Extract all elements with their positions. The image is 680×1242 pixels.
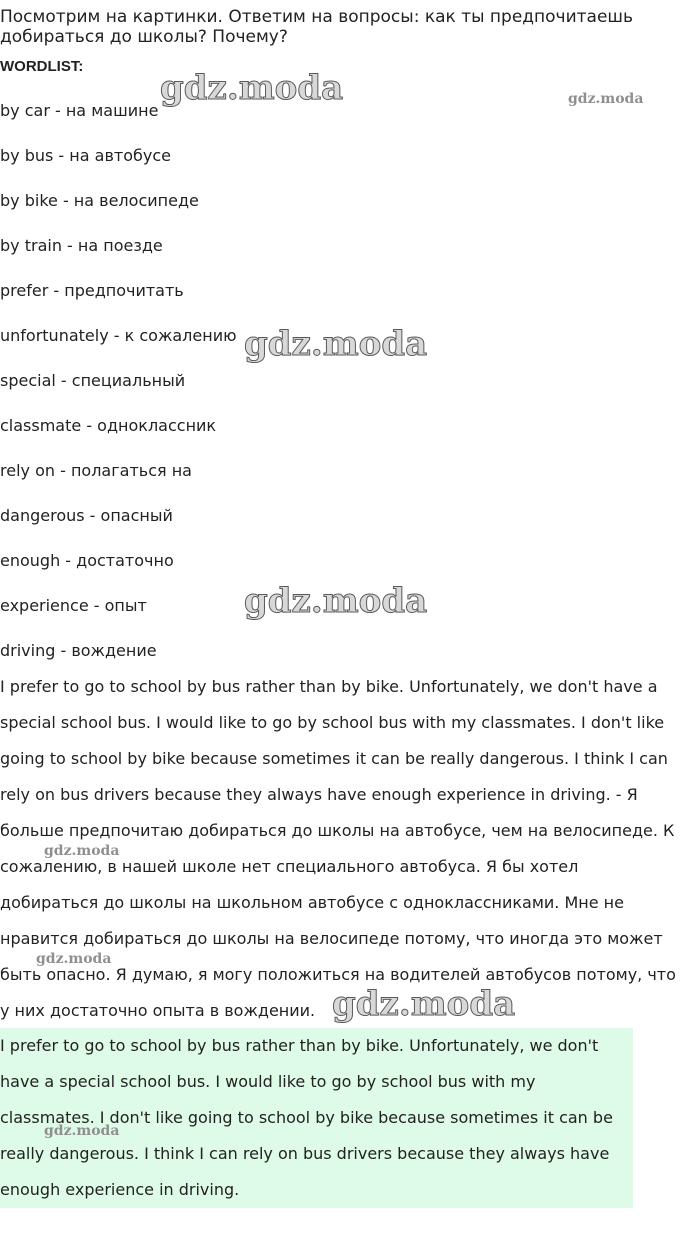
watermark-logo: gdz.moda bbox=[36, 951, 112, 967]
watermark-logo: gdz.moda bbox=[44, 1123, 120, 1139]
watermark-logo: gdz.moda bbox=[568, 91, 644, 107]
intro-text: Посмотрим на картинки. Ответим на вопросы: как ты предпочитаешь bbox=[0, 7, 634, 27]
watermark-logo: gdz.moda bbox=[160, 68, 344, 108]
highlighted-answer-text: I prefer to go to school by bus rather than by bike. Unfortunately, we don't have a special school bus. I would like to go by school bus with my classmates. I don't like going to school by bike because sometimes it can be really dangerous. I think I can rely on bus drivers because they always have enough experience in driving. bbox=[0, 1036, 613, 1199]
watermark-logo: gdz.moda bbox=[332, 984, 516, 1024]
wordlist-item: by bike - на велосипеде bbox=[0, 191, 199, 210]
wordlist-heading: WORDLIST: bbox=[0, 58, 84, 75]
wordlist-item: driving - вождение bbox=[0, 641, 157, 660]
wordlist-item: by train - на поезде bbox=[0, 236, 163, 255]
wordlist-item: enough - достаточно bbox=[0, 551, 174, 570]
wordlist-item: experience - опыт bbox=[0, 596, 147, 615]
wordlist-item: prefer - предпочитать bbox=[0, 281, 184, 300]
intro-text-clipped bbox=[0, 27, 300, 50]
watermark-logo: gdz.moda bbox=[244, 581, 428, 621]
intro-text-line2: добираться до школы? Почему? bbox=[0, 27, 288, 47]
wordlist-item: classmate - одноклассник bbox=[0, 416, 217, 435]
watermark-logo: gdz.moda bbox=[244, 324, 428, 364]
wordlist-item: rely on - полагаться на bbox=[0, 461, 192, 480]
wordlist-item: special - специальный bbox=[0, 371, 186, 390]
wordlist-item: by car - на машине bbox=[0, 101, 159, 120]
watermark-logo: gdz.moda bbox=[44, 843, 120, 859]
highlighted-answer-box bbox=[0, 1028, 633, 1208]
wordlist-item: dangerous - опасный bbox=[0, 506, 173, 525]
wordlist bbox=[0, 98, 237, 683]
answer-paragraph: I prefer to go to school by bus rather than by bike. Unfortunately, we don't have a special school bus. I would like to go by school bus with my classmates. I don't like going to school by bike because sometimes it can be really dangerous. I think I can rely on bus drivers because they always have enough experience in driving. - Я больше предпочитаю добираться до школы на автобусе, чем на велосипеде. К сожалению, в нашей школе нет специального автобуса. Я бы хотел добираться до школы на школьном автобусе с одноклассниками. Мне не нравится добираться до школы на велосипеде потому, что иногда это может быть опасно. Я думаю, я могу положиться на водителей автобусов потому, что у них достаточно опыта в вождении. bbox=[0, 677, 676, 1020]
wordlist-item: unfortunately - к сожалению bbox=[0, 326, 237, 345]
wordlist-item: by bus - на автобусе bbox=[0, 146, 171, 165]
